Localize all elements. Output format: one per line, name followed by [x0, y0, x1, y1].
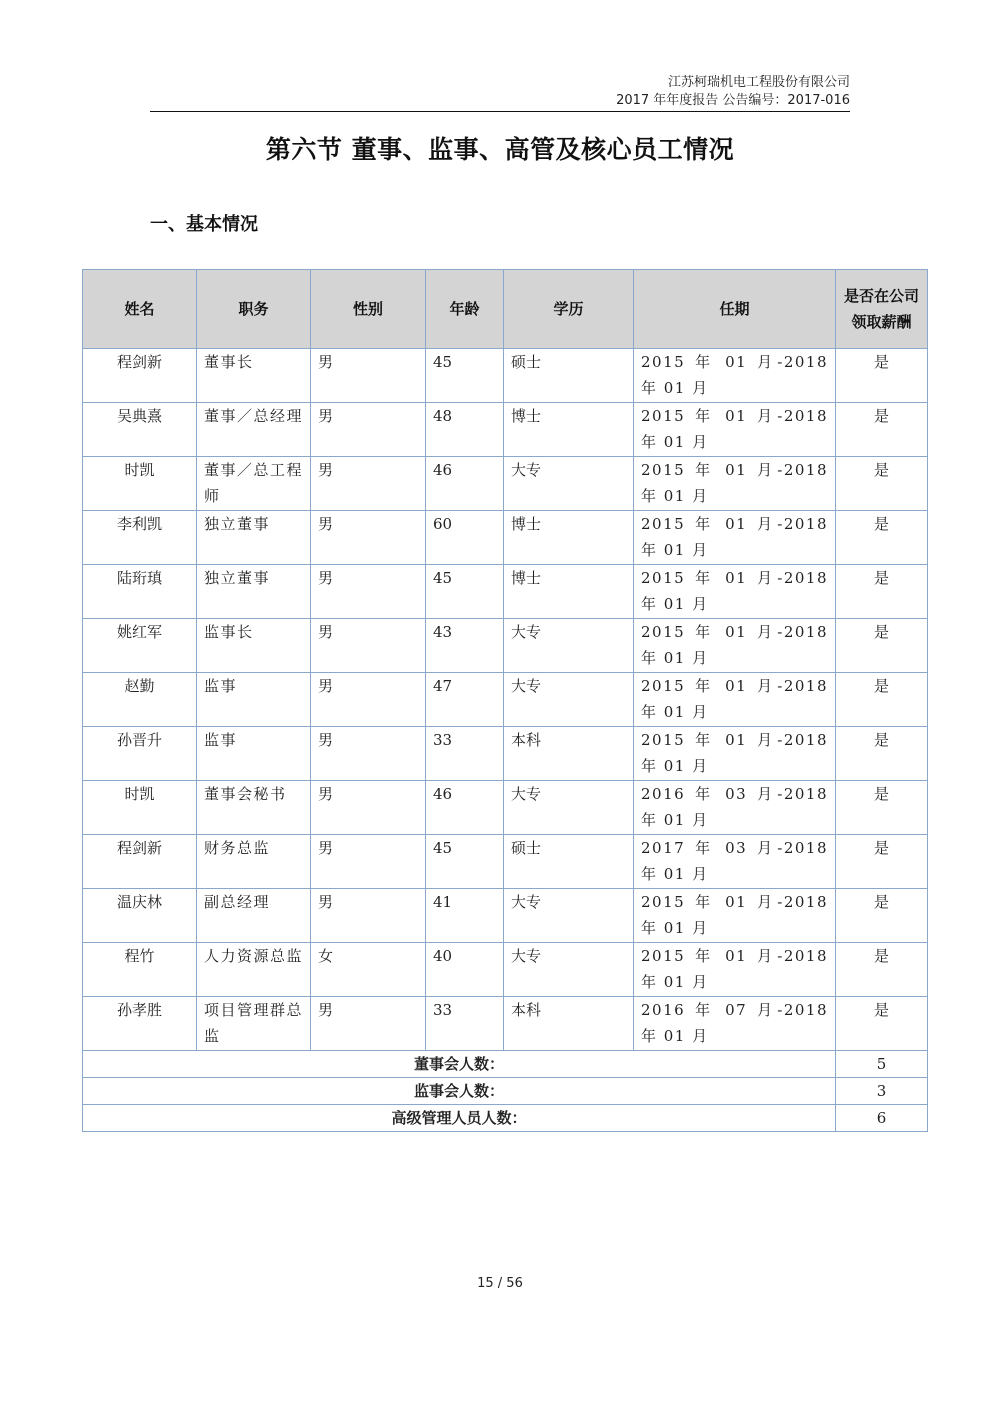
cell-name: 时凯: [83, 781, 197, 835]
cell-term: 2016 年 07 月-2018 年 01 月: [634, 997, 836, 1051]
column-header: 任期: [634, 270, 836, 349]
cell-gender: 男: [311, 403, 426, 457]
page-title: 第六节 董事、监事、高管及核心员工情况: [265, 135, 735, 164]
cell-education: 大专: [504, 889, 634, 943]
table-row: [83, 565, 928, 619]
cell-paid: 是: [836, 349, 928, 403]
cell-education: 博士: [504, 565, 634, 619]
cell-paid: 是: [836, 673, 928, 727]
cell-term: 2015 年 01 月-2018 年 01 月: [634, 349, 836, 403]
summary-row: [83, 1051, 928, 1078]
cell-education: 本科: [504, 727, 634, 781]
cell-term: 2015 年 01 月-2018 年 01 月: [634, 673, 836, 727]
cell-position: 项目管理群总监: [197, 997, 311, 1051]
table-row: [83, 673, 928, 727]
cell-name: 程竹: [83, 943, 197, 997]
cell-name: 姚红军: [83, 619, 197, 673]
cell-age: 45: [426, 835, 504, 889]
cell-paid: 是: [836, 727, 928, 781]
section-heading: 一、基本情况: [150, 214, 258, 235]
cell-position: 董事会秘书: [197, 781, 311, 835]
cell-name: 程剑新: [83, 349, 197, 403]
summary-label: 董事会人数：: [83, 1051, 836, 1078]
cell-term: 2017 年 03 月-2018 年 01 月: [634, 835, 836, 889]
cell-education: 大专: [504, 943, 634, 997]
cell-gender: 男: [311, 349, 426, 403]
cell-age: 33: [426, 997, 504, 1051]
table-row: [83, 997, 928, 1051]
table-row: [83, 349, 928, 403]
table-row: [83, 943, 928, 997]
cell-term: 2016 年 03 月-2018 年 01 月: [634, 781, 836, 835]
cell-position: 监事长: [197, 619, 311, 673]
cell-paid: 是: [836, 889, 928, 943]
cell-age: 46: [426, 457, 504, 511]
cell-gender: 男: [311, 619, 426, 673]
cell-education: 大专: [504, 619, 634, 673]
cell-term: 2015 年 01 月-2018 年 01 月: [634, 511, 836, 565]
cell-paid: 是: [836, 835, 928, 889]
column-header: 性别: [311, 270, 426, 349]
cell-term: 2015 年 01 月-2018 年 01 月: [634, 565, 836, 619]
cell-age: 60: [426, 511, 504, 565]
cell-gender: 男: [311, 727, 426, 781]
cell-age: 47: [426, 673, 504, 727]
cell-name: 程剑新: [83, 835, 197, 889]
summary-label: 高级管理人员人数：: [83, 1105, 836, 1132]
cell-position: 监事: [197, 673, 311, 727]
cell-age: 43: [426, 619, 504, 673]
cell-gender: 女: [311, 943, 426, 997]
cell-position: 独立董事: [197, 511, 311, 565]
cell-name: 赵勤: [83, 673, 197, 727]
cell-gender: 男: [311, 457, 426, 511]
cell-position: 副总经理: [197, 889, 311, 943]
cell-term: 2015 年 01 月-2018 年 01 月: [634, 943, 836, 997]
cell-gender: 男: [311, 997, 426, 1051]
cell-education: 硕士: [504, 349, 634, 403]
cell-paid: 是: [836, 619, 928, 673]
cell-name: 李利凯: [83, 511, 197, 565]
table-row: [83, 835, 928, 889]
cell-age: 45: [426, 565, 504, 619]
personnel-table: [82, 269, 928, 1132]
cell-term: 2015 年 01 月-2018 年 01 月: [634, 889, 836, 943]
summary-row: [83, 1105, 928, 1132]
cell-education: 大专: [504, 457, 634, 511]
cell-paid: 是: [836, 565, 928, 619]
cell-age: 41: [426, 889, 504, 943]
table-row: [83, 403, 928, 457]
table-row: [83, 727, 928, 781]
summary-row: [83, 1078, 928, 1105]
cell-name: 孙晋升: [83, 727, 197, 781]
page-number: 15 / 56: [477, 1276, 523, 1291]
cell-gender: 男: [311, 781, 426, 835]
table-header-row: [83, 270, 928, 349]
header-company: 江苏柯瑞机电工程股份有限公司: [667, 75, 850, 90]
cell-paid: 是: [836, 457, 928, 511]
cell-name: 温庆林: [83, 889, 197, 943]
cell-education: 大专: [504, 673, 634, 727]
cell-position: 独立董事: [197, 565, 311, 619]
cell-position: 人力资源总监: [197, 943, 311, 997]
table-row: [83, 889, 928, 943]
cell-name: 陆珩瑱: [83, 565, 197, 619]
cell-gender: 男: [311, 889, 426, 943]
cell-term: 2015 年 01 月-2018 年 01 月: [634, 727, 836, 781]
summary-value: 6: [836, 1105, 928, 1132]
summary-label: 监事会人数：: [83, 1078, 836, 1105]
cell-age: 33: [426, 727, 504, 781]
cell-term: 2015 年 01 月-2018 年 01 月: [634, 457, 836, 511]
cell-position: 董事／总经理: [197, 403, 311, 457]
table-row: [83, 619, 928, 673]
cell-position: 财务总监: [197, 835, 311, 889]
table-row: [83, 511, 928, 565]
cell-position: 董事长: [197, 349, 311, 403]
header-rule: [150, 111, 850, 112]
cell-name: 时凯: [83, 457, 197, 511]
cell-name: 孙孝胜: [83, 997, 197, 1051]
header-report-line: 2017 年年度报告 公告编号：2017-016: [616, 93, 850, 108]
cell-education: 博士: [504, 403, 634, 457]
summary-value: 3: [836, 1078, 928, 1105]
column-header: 职务: [197, 270, 311, 349]
cell-education: 本科: [504, 997, 634, 1051]
cell-term: 2015 年 01 月-2018 年 01 月: [634, 403, 836, 457]
cell-education: 博士: [504, 511, 634, 565]
cell-age: 46: [426, 781, 504, 835]
cell-gender: 男: [311, 835, 426, 889]
column-header: 年龄: [426, 270, 504, 349]
cell-age: 48: [426, 403, 504, 457]
cell-term: 2015 年 01 月-2018 年 01 月: [634, 619, 836, 673]
summary-value: 5: [836, 1051, 928, 1078]
table-row: [83, 457, 928, 511]
column-header: 学历: [504, 270, 634, 349]
cell-paid: 是: [836, 943, 928, 997]
cell-education: 大专: [504, 781, 634, 835]
cell-paid: 是: [836, 781, 928, 835]
cell-age: 40: [426, 943, 504, 997]
table-row: [83, 781, 928, 835]
cell-age: 45: [426, 349, 504, 403]
column-header: 姓名: [83, 270, 197, 349]
cell-paid: 是: [836, 511, 928, 565]
cell-position: 监事: [197, 727, 311, 781]
cell-gender: 男: [311, 511, 426, 565]
cell-education: 硕士: [504, 835, 634, 889]
cell-gender: 男: [311, 565, 426, 619]
cell-paid: 是: [836, 997, 928, 1051]
column-header: 是否在公司领取薪酬: [836, 270, 928, 349]
cell-paid: 是: [836, 403, 928, 457]
cell-position: 董事／总工程师: [197, 457, 311, 511]
cell-gender: 男: [311, 673, 426, 727]
cell-name: 吴典熹: [83, 403, 197, 457]
